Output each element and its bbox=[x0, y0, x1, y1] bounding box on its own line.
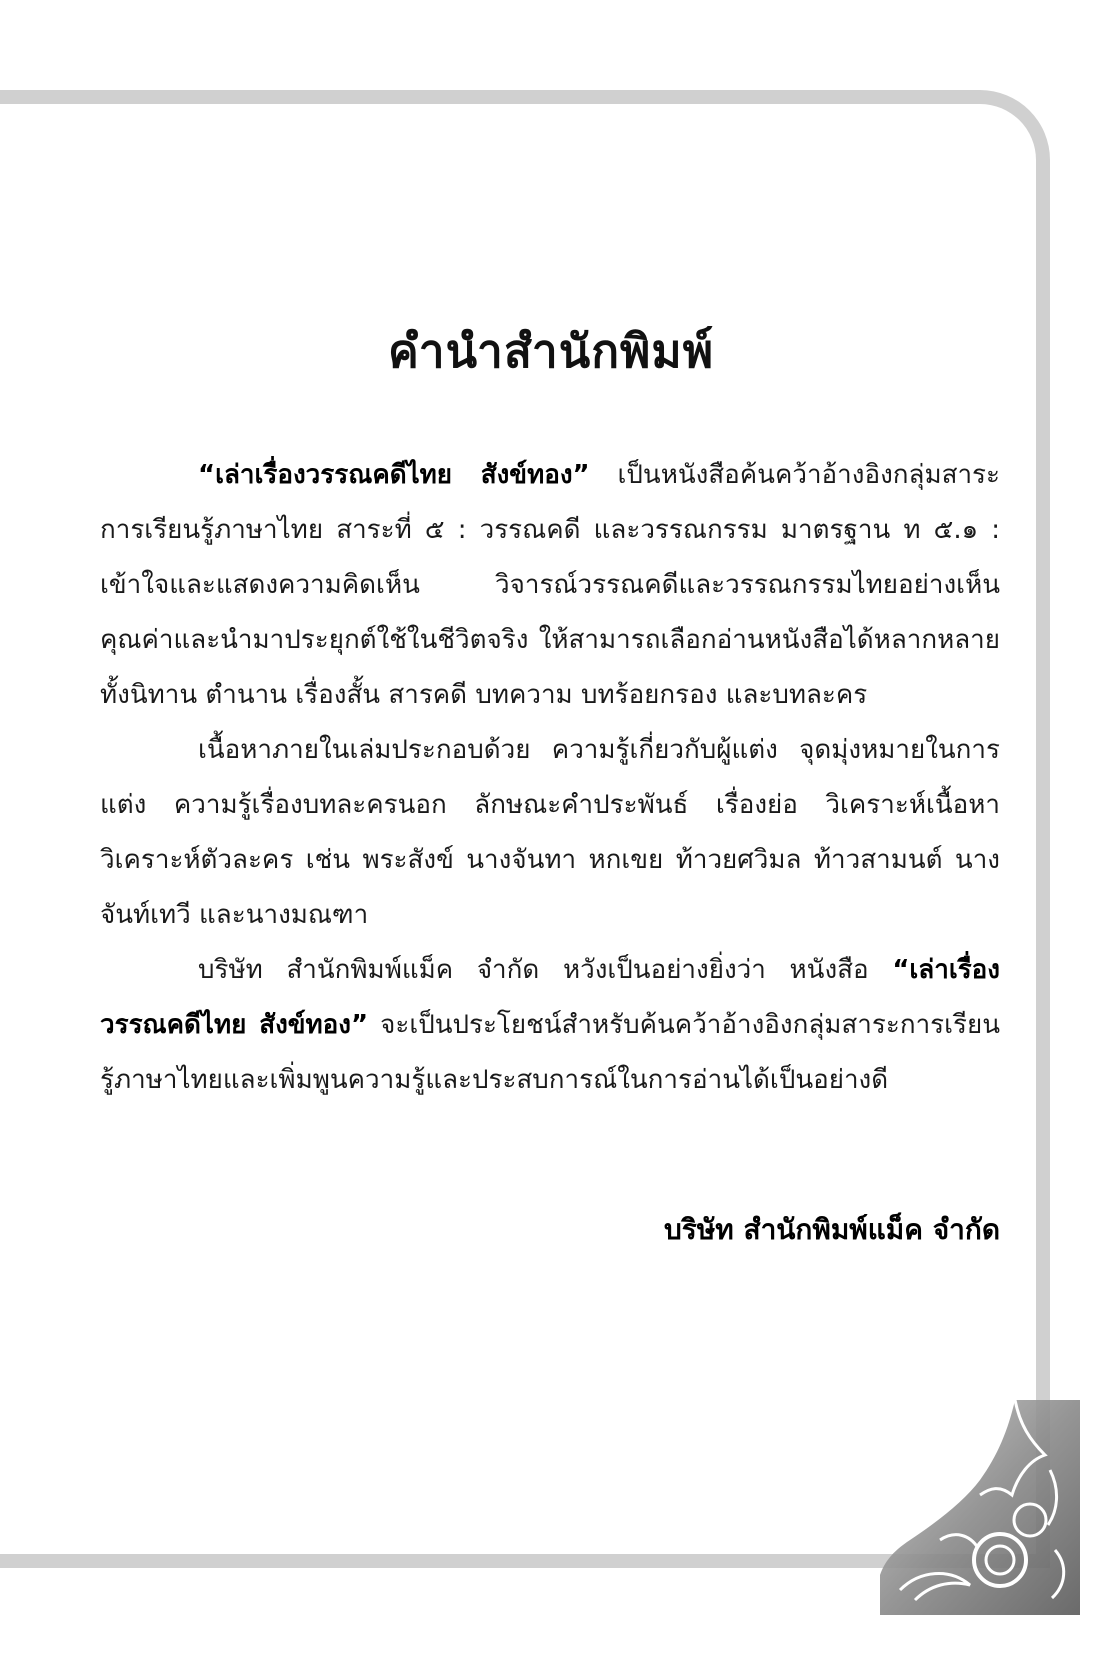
paragraph-2 bbox=[100, 723, 1000, 943]
paragraph-3 bbox=[100, 943, 1000, 1108]
publisher-signature: บริษัท สำนักพิมพ์แม็ค จำกัด bbox=[664, 1213, 1000, 1246]
paragraph-2-text: เนื้อหาภายในเล่มประกอบด้วย ความรู้เกี่ยวกับผู้แต่ง จุดมุ่งหมายในการแต่ง ความรู้เรื่องบทละครนอก ลักษณะคำประพันธ์ เรื่องย่อ วิเคราะห์เนื้อหา วิเคราะห์ตัวละคร เช่น พระสังข์ นางจันทา หกเขย ท้าวยศวิมล ท้าวสามนต์ นางจันท์เทวี และนางมณฑา bbox=[100, 735, 1000, 930]
book-title-bold: “เล่าเรื่องวรรณคดีไทย สังข์ทอง” bbox=[198, 460, 590, 490]
thai-corner-ornament-icon bbox=[880, 1400, 1080, 1615]
paragraph-1 bbox=[100, 448, 1000, 723]
paragraph-3-text-after: จะเป็นประโยชน์สำหรับค้นคว้าอ้างอิงกลุ่มสาระการเรียนรู้ภาษาไทยและเพิ่มพูนความรู้และประสบการณ์ในการอ่านได้เป็นอย่างดี bbox=[100, 1010, 1000, 1095]
paragraph-1-text: เป็นหนังสือค้นคว้าอ้างอิงกลุ่มสาระการเรียนรู้ภาษาไทย สาระที่ ๕ : วรรณคดี และวรรณกรรม มาตรฐาน ท ๕.๑ : เข้าใจและแสดงความคิดเห็น วิจารณ์วรรณคดีและวรรณกรรมไทยอย่างเห็นคุณค่าและนำมาประยุกต์ใช้ในชีวิตจริง ให้สามารถเลือกอ่านหนังสือได้หลากหลายทั้งนิทาน ตำนาน เรื่องสั้น สารคดี บทความ บทร้อยกรอง และบทละคร bbox=[100, 460, 1000, 710]
book-title-bold-2: “เล่าเรื่องวรรณคดีไทย สังข์ทอง” bbox=[100, 955, 1000, 1040]
preface-body bbox=[100, 448, 1000, 1108]
paragraph-3-text-before: บริษัท สำนักพิมพ์แม็ค จำกัด หวังเป็นอย่างยิ่งว่า หนังสือ bbox=[198, 955, 893, 985]
page-title: คำนำสำนักพิมพ์ bbox=[387, 324, 715, 378]
